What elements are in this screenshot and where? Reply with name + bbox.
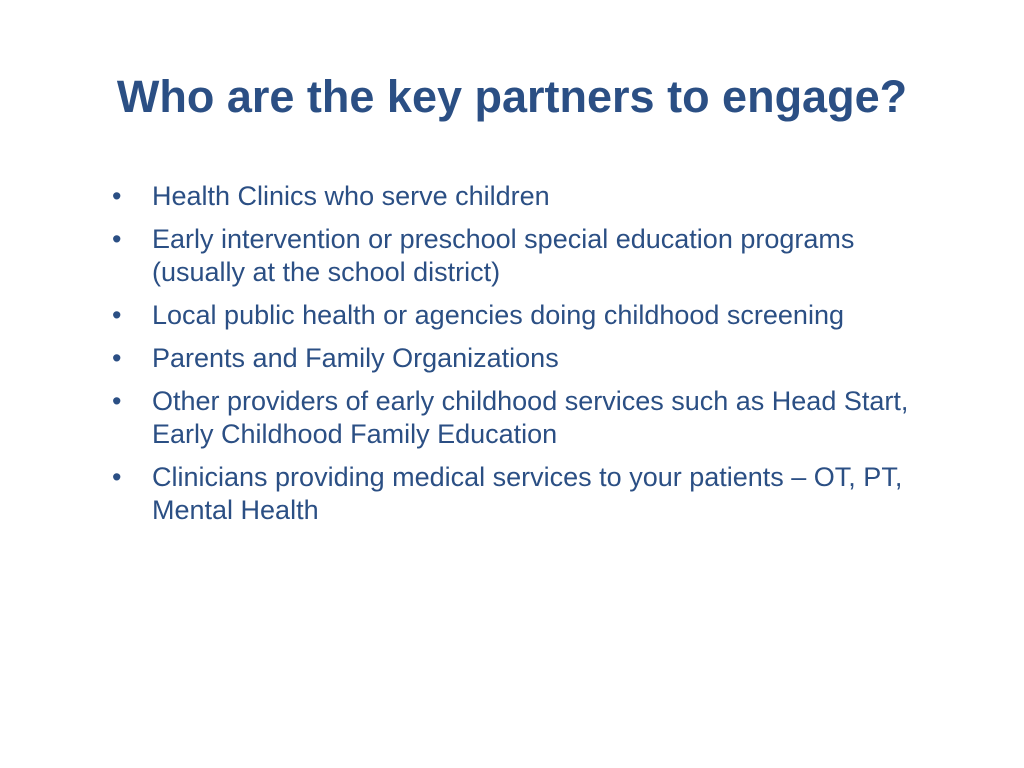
bullet-icon: • bbox=[112, 224, 122, 254]
bullet-text: Clinicians providing medical services to your patients – OT, PT, Mental Health bbox=[152, 462, 903, 525]
list-item bbox=[112, 299, 932, 332]
bullet-icon: • bbox=[112, 181, 122, 211]
slide-title: Who are the key partners to engage? bbox=[116, 71, 908, 122]
bullet-icon: • bbox=[112, 386, 122, 416]
list-item bbox=[112, 461, 932, 527]
bullet-icon: • bbox=[112, 343, 122, 373]
list-item bbox=[112, 223, 932, 289]
bullet-text: Local public health or agencies doing childhood screening bbox=[152, 300, 844, 330]
bullet-icon: • bbox=[112, 462, 122, 492]
bullet-text: Early intervention or preschool special education programs (usually at the school district) bbox=[152, 224, 855, 287]
bullet-icon: • bbox=[112, 300, 122, 330]
list-item bbox=[112, 342, 932, 375]
list-item bbox=[112, 180, 932, 213]
list-item bbox=[112, 385, 932, 451]
bullet-text: Health Clinics who serve children bbox=[152, 181, 550, 211]
bullet-text: Parents and Family Organizations bbox=[152, 343, 559, 373]
bullet-list bbox=[112, 180, 932, 537]
bullet-text: Other providers of early childhood services such as Head Start, Early Childhood Family Education bbox=[152, 386, 909, 449]
